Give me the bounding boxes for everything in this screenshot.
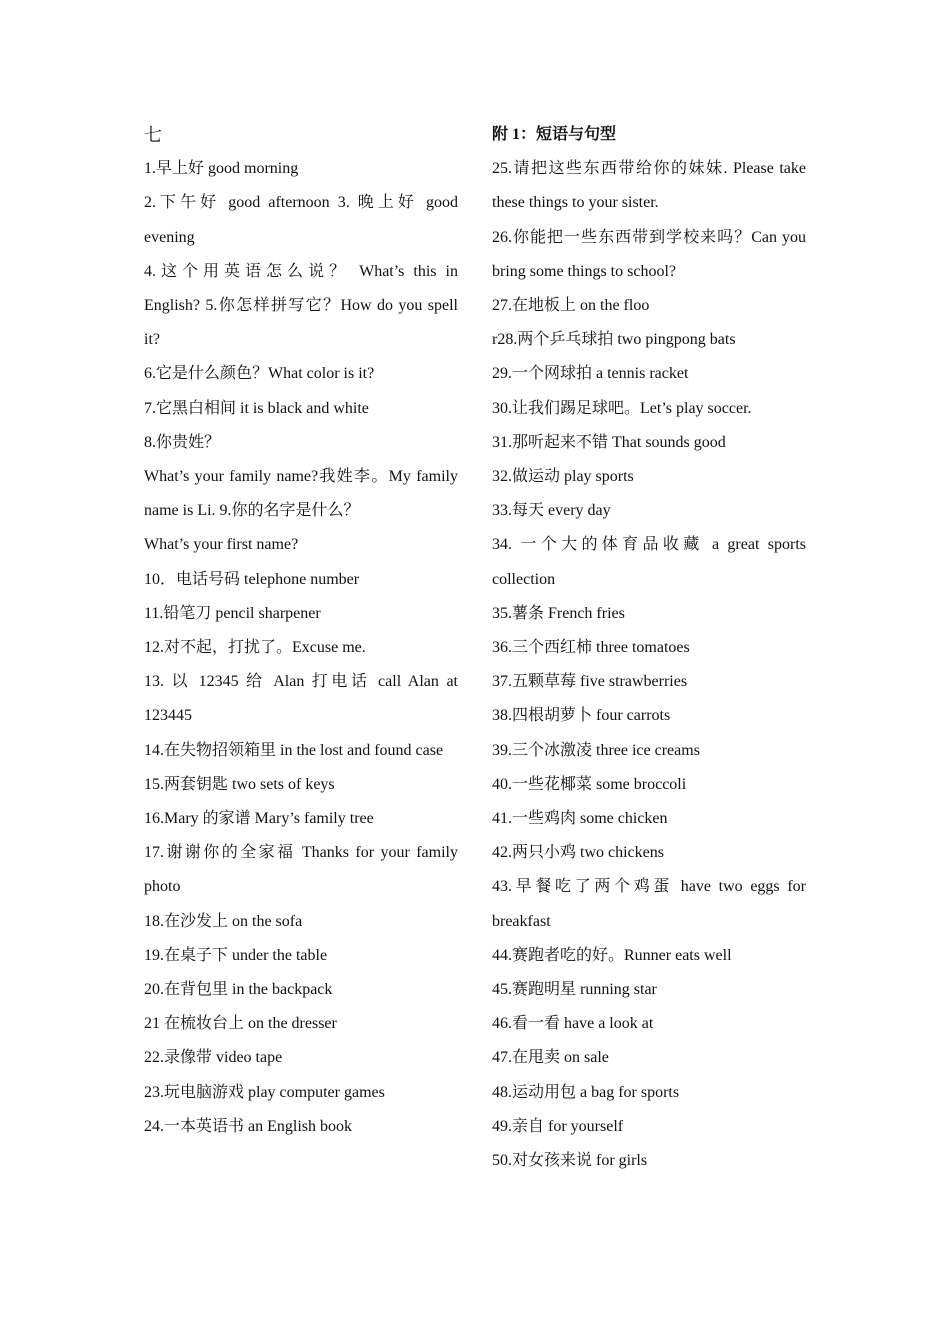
phrase-line: 40.一些花椰菜 some broccoli <box>492 775 687 793</box>
phrase-line: 4.这个用英语怎么说？ What’s this in <box>144 262 458 280</box>
phrase-line: 36.三个西红柿 three tomatoes <box>492 639 690 657</box>
phrase-line: 22.录像带 video tape <box>144 1049 283 1067</box>
phrase-line: these things to your sister. <box>492 194 659 212</box>
phrase-line: 24.一本英语书 an English book <box>144 1117 352 1135</box>
phrase-line: breakfast <box>492 912 551 930</box>
phrase-line: r28.两个乒乓球拍 two pingpong bats <box>492 331 736 349</box>
phrase-line: 6.它是什么颜色？What color is it? <box>144 365 375 383</box>
phrase-line: 1.早上好 good morning <box>144 160 299 178</box>
phrase-line: 43.早餐吃了两个鸡蛋 have two eggs for <box>492 878 806 896</box>
phrase-line: 7.它黑白相间 it is black and white <box>144 399 369 417</box>
phrase-line: 14.在失物招领箱里 in the lost and found case <box>144 741 444 759</box>
phrase-line: 34. 一个大的体育品收藏 a great sports <box>492 536 806 554</box>
phrase-line: 30.让我们踢足球吧。Let’s play soccer. <box>492 399 752 417</box>
phrase-line: 26.你能把一些东西带到学校来吗？Can you <box>492 228 806 246</box>
phrase-line: 31.那听起来不错 That sounds good <box>492 433 726 451</box>
phrase-line: What’s your family name?我姓李。My family <box>144 468 458 486</box>
phrase-line: 11.铅笔刀 pencil sharpener <box>144 604 321 622</box>
phrase-line: 12.对不起，打扰了。Excuse me. <box>144 639 366 657</box>
phrase-line: 20.在背包里 in the backpack <box>144 981 333 999</box>
phrase-line: 48.运动用包 a bag for sports <box>492 1083 680 1101</box>
phrase-line: 32.做运动 play sports <box>492 468 634 486</box>
phrase-line: 17.谢谢你的全家福 Thanks for your family <box>144 844 458 862</box>
phrase-line: 29.一个网球拍 a tennis racket <box>492 365 689 383</box>
phrase-line: 25.请把这些东西带给你的妹妹. Please take <box>492 160 806 178</box>
phrase-line: 18.在沙发上 on the sofa <box>144 912 303 930</box>
right-column <box>492 118 806 1178</box>
phrase-line: 33.每天 every day <box>492 502 611 520</box>
phrase-line: 27.在地板上 on the floo <box>492 297 650 315</box>
phrase-line: 46.看一看 have a look at <box>492 1015 654 1033</box>
phrase-line: 35.薯条 French fries <box>492 604 625 622</box>
phrase-line: 8.你贵姓？ <box>144 433 221 451</box>
phrase-line: bring some things to school? <box>492 262 676 280</box>
phrase-line: 123445 <box>144 707 192 725</box>
phrase-line: 16.Mary 的家谱 Mary’s family tree <box>144 810 374 828</box>
phrase-line: 41.一些鸡肉 some chicken <box>492 810 668 828</box>
phrase-line: photo <box>144 878 181 896</box>
phrase-line: 19.在桌子下 under the table <box>144 946 328 964</box>
left-column <box>144 118 458 1144</box>
phrase-line: 39.三个冰激凌 three ice creams <box>492 741 700 759</box>
phrase-line: 13. 以 12345 给 Alan 打电话 call Alan at <box>144 673 458 691</box>
phrase-line: 44.赛跑者吃的好。Runner eats well <box>492 946 732 964</box>
phrase-line: 38.四根胡萝卜 four carrots <box>492 707 671 725</box>
phrase-line: 49.亲自 for yourself <box>492 1117 624 1135</box>
phrase-line: name is Li. 9.你的名字是什么？ <box>144 502 360 520</box>
phrase-line: 47.在甩卖 on sale <box>492 1049 609 1067</box>
phrase-line: 15.两套钥匙 two sets of keys <box>144 775 335 793</box>
phrase-line: 50.对女孩来说 for girls <box>492 1152 648 1170</box>
phrase-line: 21 在梳妆台上 on the dresser <box>144 1015 337 1033</box>
phrase-line: it? <box>144 331 160 349</box>
phrase-line: 23.玩电脑游戏 play computer games <box>144 1083 385 1101</box>
phrase-line: 45.赛跑明星 running star <box>492 981 657 999</box>
phrase-line: 10．电话号码 telephone number <box>144 570 360 588</box>
section-heading: 七 <box>144 125 162 145</box>
phrase-line: English? 5.你怎样拼写它？How do you spell <box>144 297 458 315</box>
section-heading: 附 1：短语与句型 <box>492 126 617 143</box>
phrase-line: 42.两只小鸡 two chickens <box>492 844 664 862</box>
phrase-line: What’s your first name? <box>144 536 299 554</box>
phrase-line: 37.五颗草莓 five strawberries <box>492 673 688 691</box>
phrase-line: evening <box>144 228 195 246</box>
phrase-line: 2.下午好 good afternoon 3. 晚上好 good <box>144 194 458 212</box>
phrase-line: collection <box>492 570 556 588</box>
